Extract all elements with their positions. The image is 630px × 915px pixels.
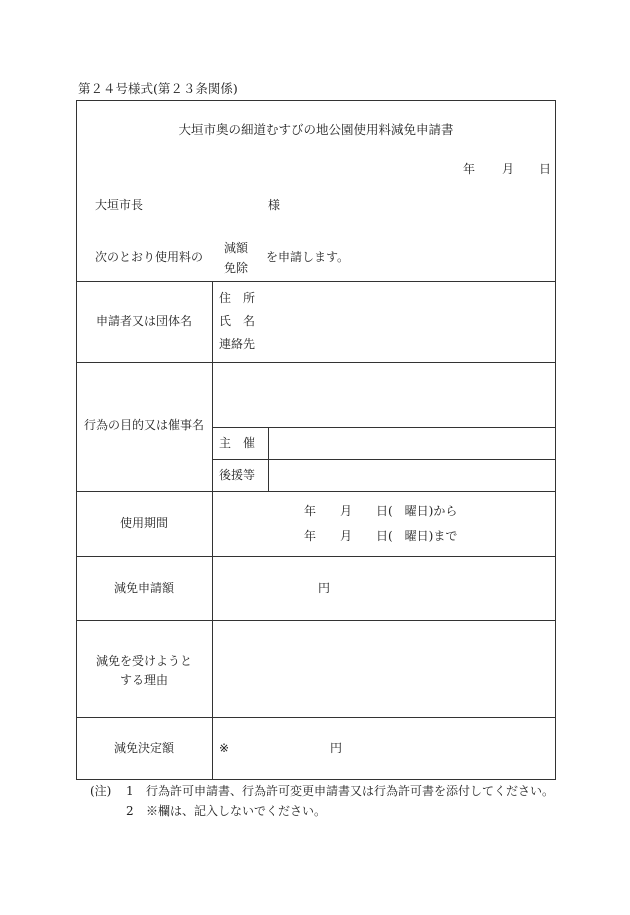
note-1-number: 1 <box>126 784 134 798</box>
label-column-divider <box>212 281 213 779</box>
notes-prefix: (注) <box>90 784 112 798</box>
addressee-name: 大垣市長 <box>95 198 144 212</box>
period-to: 年 月 日( 曜日)まで <box>304 529 458 543</box>
request-option-exemption: 免除 <box>224 261 249 275</box>
reason-label-line1: 減免を受けようと <box>95 654 192 668</box>
request-prefix: 次のとおり使用料の <box>95 250 204 264</box>
divider-organizer <box>212 459 555 460</box>
note-2-number: 2 <box>126 804 134 818</box>
applicant-contact-label: 連絡先 <box>219 337 256 351</box>
decided-amount-unit: 円 <box>330 741 343 755</box>
requested-amount-label: 減免申請額 <box>113 581 174 595</box>
divider-header <box>77 281 555 282</box>
period-label: 使用期間 <box>119 516 168 530</box>
date-month: 月 <box>502 162 515 176</box>
form-number: 第２４号様式(第２３条関係) <box>78 81 238 96</box>
divider-purpose <box>77 491 555 492</box>
sponsor-label: 後援等 <box>219 468 256 482</box>
request-option-reduction: 減額 <box>224 241 249 255</box>
addressee-honorific: 様 <box>268 198 281 212</box>
applicant-name-label: 氏 名 <box>219 314 256 328</box>
divider-requested <box>77 620 555 621</box>
period-from: 年 月 日( 曜日)から <box>304 504 458 518</box>
divider-reason <box>77 717 555 718</box>
divider-applicant <box>77 362 555 363</box>
form-title: 大垣市奥の細道むすびの地公園使用料減免申請書 <box>178 122 454 137</box>
organizer-label: 主 催 <box>219 436 256 450</box>
request-suffix: を申請します。 <box>266 250 350 264</box>
decided-amount-label: 減免決定額 <box>113 741 174 755</box>
requested-amount-unit: 円 <box>318 581 331 595</box>
note-1-text: 行為許可申請書、行為許可変更申請書又は行為許可書を添付してください。 <box>146 784 555 798</box>
reason-label-line2: する理由 <box>119 673 168 687</box>
applicant-address-label: 住 所 <box>219 291 256 305</box>
organizer-column-divider <box>268 427 269 491</box>
divider-period <box>77 556 555 557</box>
applicant-label: 申請者又は団体名 <box>95 314 192 328</box>
purpose-label: 行為の目的又は催事名 <box>83 418 204 432</box>
divider-purpose-inner <box>212 427 555 428</box>
decided-amount-mark: ※ <box>219 741 230 755</box>
date-year: 年 <box>463 162 476 176</box>
note-2-text: ※欄は、記入しないでください。 <box>146 804 327 818</box>
date-day: 日 <box>539 162 552 176</box>
